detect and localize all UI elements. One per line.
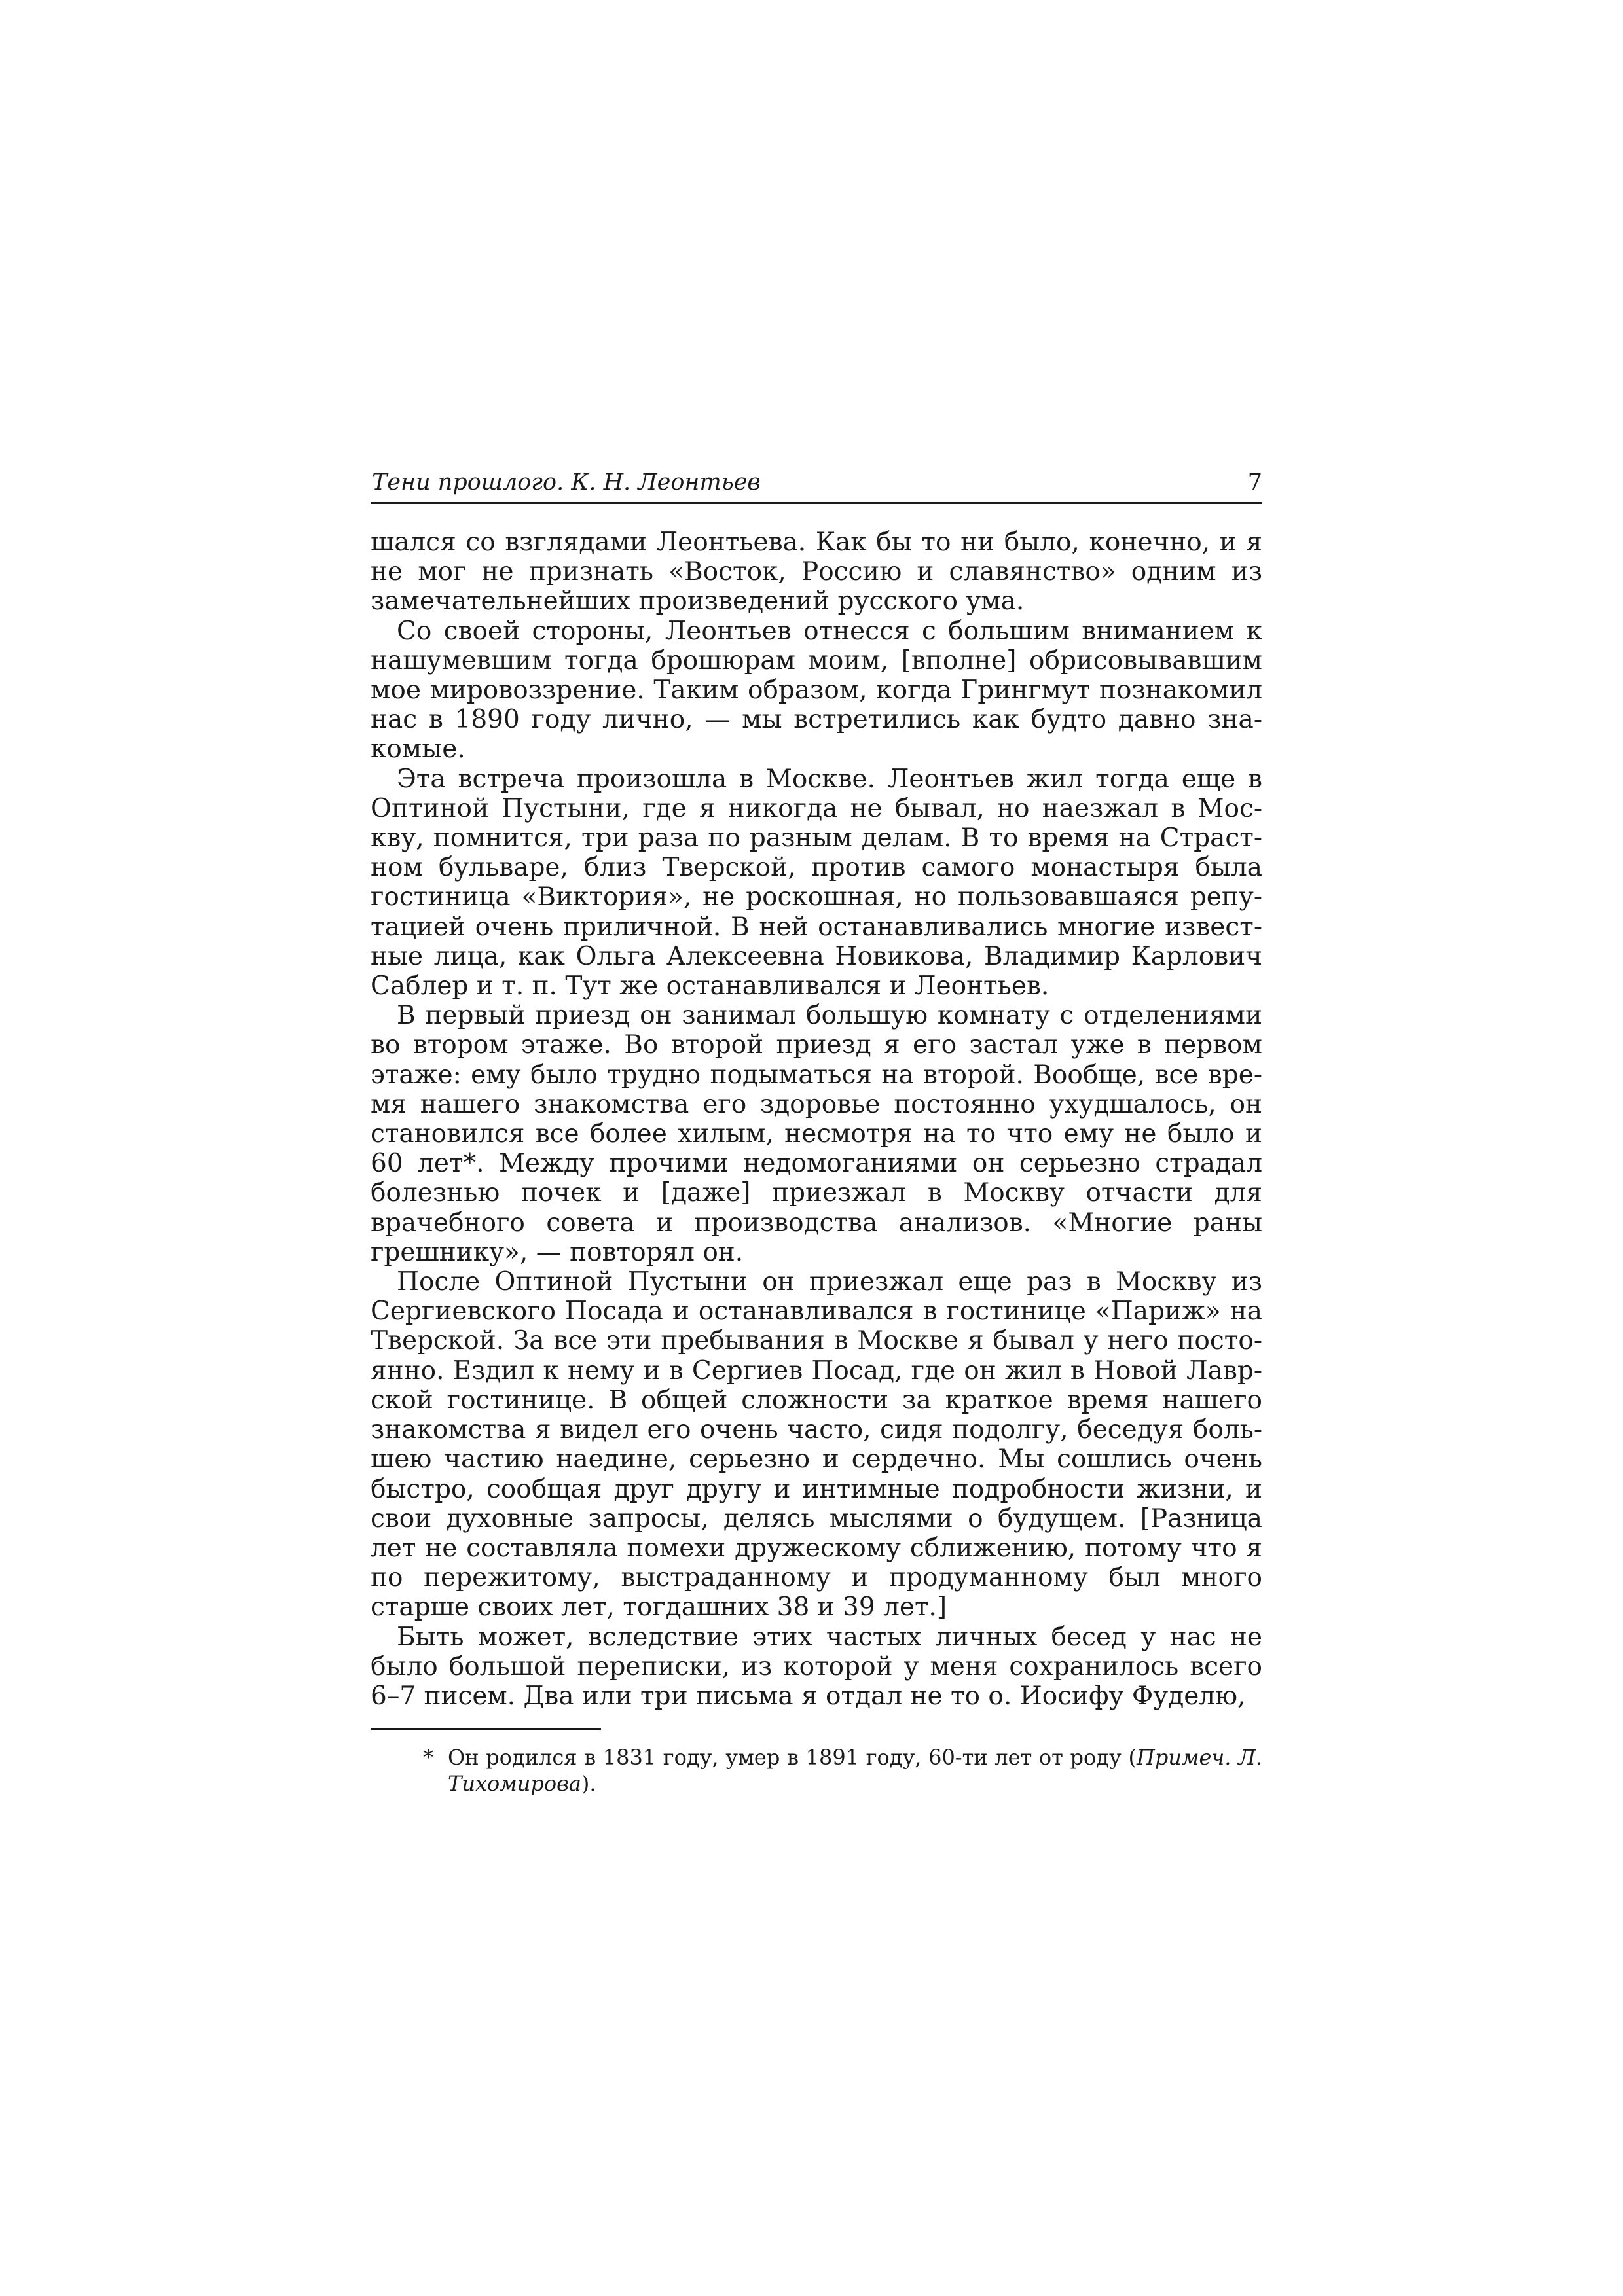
footnote-body (448, 1744, 1262, 1797)
footnote-rule (371, 1728, 601, 1730)
paragraph-2: Со своей стороны, Леонтьев отнесся с большим вниманием к нашумевшим тогда брошюрам моим, [вполне] обрисовывавшим мое мировоззрение. Таким образом, когда Грингмут познакомил нас в 1890 году лично, — мы встретились как будто давно знакомые. (371, 616, 1262, 764)
paragraph-4: В первый приезд он занимал большую комнату с отделениями во втором этаже. Во второй приезд я его застал уже в первом этаже: ему было трудно подыматься на второй. Вообще, все время нашего знакомства его здоровье постоянно ухудшалось, он становился все более хилым, несмотря на то что ему не было и 60 лет*. Между прочими недомоганиями он серьезно страдал болезнью почек и [даже] приезжал в Москву отчасти для врачебного совета и производства анализов. «Многие раны грешнику», — повторял он. (371, 1001, 1262, 1267)
page-number: 7 (1247, 469, 1262, 495)
footnote-attribution: Примеч. Л. Тихомирова (448, 1745, 1263, 1797)
paragraph-1: шался со взглядами Леонтьева. Как бы то ни было, конечно, и я не мог не признать «Восток, Россию и славянство» одним из замечательнейших произведений русского ума. (371, 528, 1262, 617)
running-head (371, 463, 1262, 504)
paragraph-3: Эта встреча произошла в Москве. Леонтьев жил тогда еще в Оптиной Пустыни, где я никогда не бывал, но наезжал в Москву, помнится, три раза по разным делам. В то время на Страстном бульваре, близ Тверской, против самого монастыря была гостиница «Виктория», не роскошная, но пользовавшаяся репутацией очень приличной. В ней останавливались многие известные лица, как Ольга Алексеевна Новикова, Владимир Карлович Саблер и т. п. Тут же останавливался и Леонтьев. (371, 764, 1262, 1001)
footnote-text: Он родился в 1831 году, умер в 1891 году, 60-ти лет от роду ( (448, 1745, 1137, 1770)
paragraph-6: Быть может, вследствие этих частых личных бесед у нас не было большой переписки, из которой у меня сохранилось всего 6–7 писем. Два или три письма я отдал не то о. Иосифу Фуделю, (371, 1622, 1262, 1711)
book-page (371, 463, 1262, 1797)
footnote-closing: ). (581, 1771, 596, 1797)
main-text (371, 528, 1262, 1711)
paragraph-5: После Оптиной Пустыни он приезжал еще раз в Москву из Сергиевского Посада и останавливался в гостинице «Париж» на Тверской. За все эти пребывания в Москве я бывал у него постоянно. Ездил к нему и в Сергиев Посад, где он жил в Новой Лаврской гостинице. В общей сложности за краткое время нашего знакомства я видел его очень часто, сидя подолгу, беседуя большею частию наедине, серьезно и сердечно. Мы сошлись очень быстро, сообщая друг другу и интимные подробности жизни, и свои духовные запросы, делясь мыслями о будущем. [Разница лет не составляла помехи дружескому сближению, потому что я по пережитому, выстраданному и продуманному был много старше своих лет, тогдашних 38 и 39 лет.] (371, 1267, 1262, 1623)
footnote (423, 1744, 1262, 1797)
footnote-mark: * (423, 1745, 433, 1770)
running-head-title: Тени прошлого. К. Н. Леонтьев (372, 469, 761, 495)
